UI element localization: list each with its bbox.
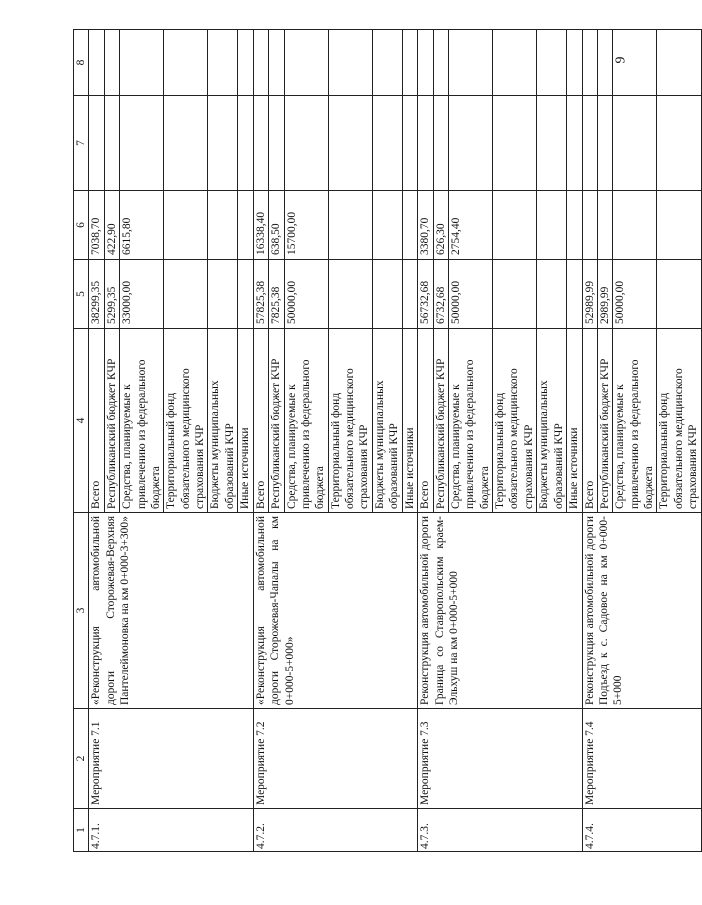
amount-cell [104, 30, 119, 96]
amount-cell: 2754,40 [448, 191, 492, 260]
amount-cell [567, 30, 582, 96]
funding-source-label: Территориальный фонд обязательного медицинского страхования КЧР [657, 329, 701, 513]
col-header: 5 [74, 260, 89, 329]
amount-cell [493, 260, 537, 329]
col-header: 2 [74, 709, 89, 809]
amount-cell: 2989,99 [597, 260, 612, 329]
funding-source-label: Территориальный фонд обязательного медицинского страхования КЧР [493, 329, 537, 513]
amount-cell [613, 96, 657, 191]
funding-source-label: Всего [89, 329, 104, 513]
amount-cell [328, 191, 372, 260]
amount-cell [208, 191, 238, 260]
header-row [74, 30, 89, 852]
amount-cell: 6732,68 [433, 260, 448, 329]
amount-cell [537, 191, 567, 260]
funding-source-label: Всего [418, 329, 433, 513]
amount-cell [164, 191, 208, 260]
amount-cell [328, 96, 372, 191]
amount-cell [372, 260, 402, 329]
amount-cell: 50000,00 [613, 260, 657, 329]
measure-name: «Реконструкция автомобильной дороги Сторожевая-Чапалы на км 0+000-5+000» [253, 513, 417, 709]
col-header: 8 [74, 30, 89, 96]
measure-number: 4.7.1. [89, 809, 253, 852]
amount-cell: 56732,68 [418, 260, 433, 329]
amount-cell [657, 96, 701, 191]
amount-cell: 7038,70 [89, 191, 104, 260]
amount-cell [567, 260, 582, 329]
amount-cell [284, 30, 328, 96]
funding-source-label: Республиканский бюджет КЧР [269, 329, 284, 513]
amount-cell [567, 96, 582, 191]
amount-cell [328, 260, 372, 329]
amount-cell [208, 260, 238, 329]
amount-cell [238, 260, 253, 329]
table-row [89, 30, 104, 852]
amount-cell [657, 191, 701, 260]
measure-number: 4.7.2. [253, 809, 417, 852]
amount-cell [253, 96, 268, 191]
funding-source-label: Бюджеты муниципальных образований КЧР [208, 329, 238, 513]
amount-cell: 3380,70 [418, 191, 433, 260]
amount-cell [448, 30, 492, 96]
amount-cell [238, 191, 253, 260]
funding-source-label: Бюджеты муниципальных образований КЧР [537, 329, 567, 513]
amount-cell [402, 30, 417, 96]
funding-source-label: Всего [582, 329, 597, 513]
amount-cell [597, 96, 612, 191]
amount-cell [328, 30, 372, 96]
amount-cell [89, 30, 104, 96]
funding-source-label: Средства, планируемые к привлечению из федерального бюджета [613, 329, 657, 513]
funding-source-label: Республиканский бюджет КЧР [104, 329, 119, 513]
amount-cell: 16338,40 [253, 191, 268, 260]
amount-cell [372, 191, 402, 260]
amount-cell [372, 30, 402, 96]
amount-cell [582, 96, 597, 191]
amount-cell [284, 96, 328, 191]
amount-cell: 422,90 [104, 191, 119, 260]
amount-cell [567, 191, 582, 260]
amount-cell [597, 30, 612, 96]
amount-cell [402, 191, 417, 260]
col-header: 1 [74, 809, 89, 852]
funding-source-label: Иные источники [567, 329, 582, 513]
funding-source-label: Всего [253, 329, 268, 513]
amount-cell [582, 191, 597, 260]
funding-source-label: Средства, планируемые к привлечению из федерального бюджета [448, 329, 492, 513]
amount-cell [238, 30, 253, 96]
funding-source-label: Бюджеты муниципальных образований КЧР [372, 329, 402, 513]
amount-cell [657, 260, 701, 329]
amount-cell [582, 30, 597, 96]
page-number: 9 [613, 56, 629, 64]
amount-cell: 50000,00 [284, 260, 328, 329]
amount-cell: 7825,38 [269, 260, 284, 329]
amount-cell [208, 96, 238, 191]
amount-cell [613, 191, 657, 260]
amount-cell [164, 30, 208, 96]
amount-cell [208, 30, 238, 96]
amount-cell [402, 96, 417, 191]
amount-cell: 638,50 [269, 191, 284, 260]
amount-cell: 6615,80 [120, 191, 164, 260]
amount-cell [537, 96, 567, 191]
amount-cell [493, 96, 537, 191]
measure-label: Мероприятие 7.2 [253, 709, 417, 809]
amount-cell [120, 30, 164, 96]
amount-cell: 33000,00 [120, 260, 164, 329]
amount-cell [537, 30, 567, 96]
amount-cell [164, 96, 208, 191]
amount-cell [448, 96, 492, 191]
amount-cell [433, 96, 448, 191]
col-header: 6 [74, 191, 89, 260]
measure-label: Мероприятие 7.4 [582, 709, 701, 809]
amount-cell: 5299,35 [104, 260, 119, 329]
funding-source-label: Иные источники [238, 329, 253, 513]
amount-cell [597, 191, 612, 260]
amount-cell: 38299,35 [89, 260, 104, 329]
amount-cell: 50000,00 [448, 260, 492, 329]
measure-name: «Реконструкция автомобильной дороги Сторожевая-Верхняя Пантелеймоновка на км 0+000-3+300» [89, 513, 253, 709]
amount-cell [120, 96, 164, 191]
amount-cell: 15700,00 [284, 191, 328, 260]
measure-name: Реконструкция автомобильной дороги Граница со Ставропольским краем-Эльхуш на км 0+000-5+000 [418, 513, 582, 709]
funding-source-label: Средства, планируемые к привлечению из федерального бюджета [120, 329, 164, 513]
measure-number: 4.7.3. [418, 809, 582, 852]
amount-cell [433, 30, 448, 96]
amount-cell [657, 30, 701, 96]
col-header: 4 [74, 329, 89, 513]
funding-source-label: Республиканский бюджет КЧР [597, 329, 612, 513]
table-row [253, 30, 268, 852]
funding-source-label: Средства, планируемые к привлечению из федерального бюджета [284, 329, 328, 513]
amount-cell [418, 96, 433, 191]
amount-cell [493, 191, 537, 260]
col-header: 7 [74, 96, 89, 191]
table-body [74, 30, 702, 852]
funding-source-label: Территориальный фонд обязательного медицинского страхования КЧР [328, 329, 372, 513]
amount-cell [89, 96, 104, 191]
amount-cell [537, 260, 567, 329]
table-row [418, 30, 433, 852]
amount-cell [613, 30, 657, 96]
funding-source-label: Иные источники [402, 329, 417, 513]
budget-table [73, 29, 702, 852]
amount-cell [253, 30, 268, 96]
amount-cell [402, 260, 417, 329]
amount-cell [164, 260, 208, 329]
amount-cell: 52989,99 [582, 260, 597, 329]
table-row [582, 30, 597, 852]
amount-cell [238, 96, 253, 191]
amount-cell [418, 30, 433, 96]
measure-name: Реконструкция автомобильной дороги Подъезд к с. Садовое на км 0+000-5+000 [582, 513, 701, 709]
amount-cell [104, 96, 119, 191]
col-header: 3 [74, 513, 89, 709]
amount-cell [493, 30, 537, 96]
amount-cell [269, 96, 284, 191]
amount-cell [372, 96, 402, 191]
amount-cell: 626,30 [433, 191, 448, 260]
measure-label: Мероприятие 7.1 [89, 709, 253, 809]
measure-number: 4.7.4. [582, 809, 701, 852]
amount-cell: 57825,38 [253, 260, 268, 329]
funding-source-label: Республиканский бюджет КЧР [433, 329, 448, 513]
funding-source-label: Территориальный фонд обязательного медицинского страхования КЧР [164, 329, 208, 513]
measure-label: Мероприятие 7.3 [418, 709, 582, 809]
amount-cell [269, 30, 284, 96]
